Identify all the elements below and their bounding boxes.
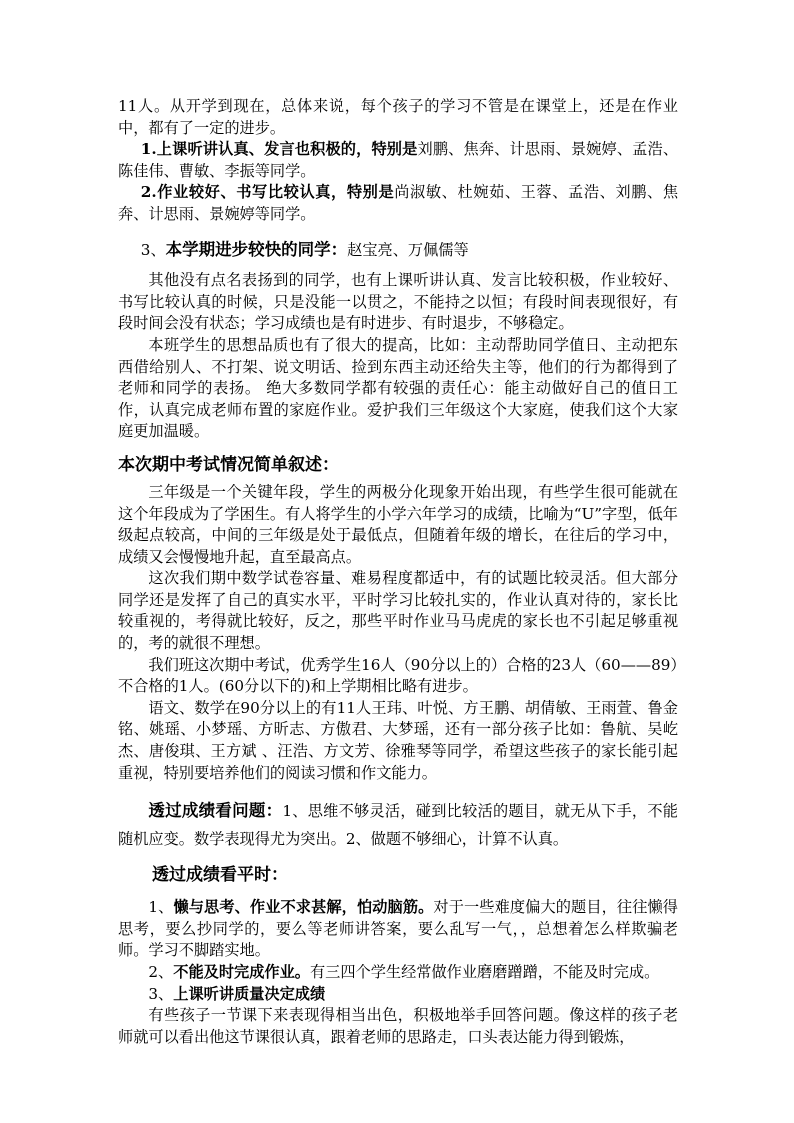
- document-page: [118, 96, 678, 1048]
- listening-quality-lead: 上课听讲质量决定成绩: [173, 984, 326, 1003]
- paragraph-listening-quality: [118, 984, 678, 1006]
- paragraph-other-students: 其他没有点名表扬到的同学，也有上课听讲认真、发言比较积极，作业较好、书写比较认真的时候，只是没能一以贯之，不能持之以恒；有段时间表现很好，有段时间会没有状态；学习成绩也是有时进步、有时退步，不够稳定。: [118, 271, 678, 333]
- paragraph-grade-three: 三年级是一个关键年段，学生的两极分化现象开始出现，有些学生很可能就在这个年段成为了学困生。有人将学生的小学六年学习的成绩，比喻为“U”字型，低年级起点较高，中间的三年级是处于最低点，但随着年级的增长，在往后的学习中，成绩又会慢慢地升起，直至最高点。: [118, 482, 678, 566]
- paragraph-intro: 11人。从开学到现在，总体来说，每个孩子的学习不管是在课堂上，还是在作业中，都有了一定的进步。: [118, 97, 678, 137]
- paragraph-top-students: 语文、数学在90分以上的有11人王玮、叶悦、方王鹏、胡倩敏、王雨萱、鲁金铭、姚瑶、小梦瑶、方昕志、方傲君、大梦瑶，还有一部分孩子比如：鲁航、吴屹杰、唐俊琪、王方斌 、汪浩、方文芳、徐雅琴等同学，希望这些孩子的家长能引起重视，特别要培养他们的阅读习惯和作文能力。: [118, 698, 678, 782]
- late-homework-number: 2、: [148, 963, 174, 981]
- progress-names: 赵宝亮、万佩儒等: [347, 240, 469, 259]
- progress-number: 3、: [140, 240, 166, 259]
- paragraph-class-results: 我们班这次期中考试，优秀学生16人（90分以上的）合格的23人（60——89）不合格的1人。(60分以下的)和上学期相比略有进步。: [118, 655, 678, 696]
- problems-text: 1、思维不够灵活，碰到比较活的题目，就无从下手，不能随机应变。数学表现得尤为突出。2、做题不够细心，计算不认真。: [118, 802, 678, 849]
- paragraph-moral-quality: 本班学生的思想品质也有了很大的提高，比如：主动帮助同学值日、主动把东西借给别人、不打架、说文明话、捡到东西主动还给失主等，他们的行为都得到了老师和同学的表扬。 绝大多数同学都有较强的责任心：能主动做好自己的值日工作，认真完成老师布置的家庭作业。爱护我们三年级这个大家庭，使我们这个大家庭更加温暖。: [118, 335, 678, 441]
- lazy-thinking-number: 1、: [148, 898, 174, 917]
- paragraph-excellent-students: 有些孩子一节课下来表现得相当出色，积极地举手回答问题。像这样的孩子老师就可以看出他这节课很认真，跟着老师的思路走，口头表达能力得到锻炼，: [118, 1006, 678, 1046]
- paragraph-exam-paper: 这次我们期中数学试卷容量、难易程度都适中，有的试题比较灵活。但大部分同学还是发挥了自己的真实水平，平时学习比较扎实的，作业认真对待的，家长比较重视的，考得就比较好，反之，那些平时作业马马虎虎的家长也不引起足够重视的，考的就很不理想。: [118, 569, 678, 653]
- homework-praise-names: 尚淑敏、杜婉茹、王蓉、孟浩、刘鹏、焦奔、计思雨、景婉婷等同学。: [118, 183, 679, 223]
- progress-lead: 本学期进步较快的同学：: [165, 239, 348, 259]
- homework-praise-lead: 2.作业较好、书写比较认真，特别是: [140, 183, 395, 202]
- paragraph-late-homework: [118, 962, 678, 984]
- listening-praise-names: 刘鹏、焦奔、计思雨、景婉婷、孟浩、陈佳伟、曹敏、李振等同学。: [118, 140, 679, 180]
- problems-lead: 透过成绩看问题：: [148, 801, 283, 821]
- late-homework-lead: 不能及时完成作业。: [173, 963, 310, 981]
- heading-daily-habits: 透过成绩看平时：: [152, 865, 288, 886]
- paragraph-problems: [118, 797, 678, 853]
- paragraph-listening-praise: [118, 139, 678, 182]
- lazy-thinking-text: 对于一些难度偏大的题目，往往懒得思考，要么抄同学的，要么等老师讲答案，要么乱写一气，，总想着怎么样欺骗老师。学习不脚踏实地。: [118, 898, 678, 960]
- listening-praise-lead: 1.上课听讲认真、发言也积极的，特别是: [140, 140, 418, 159]
- paragraph-lazy-thinking: [118, 897, 678, 962]
- late-homework-text: 有三四个学生经常做作业磨磨蹭蹭，不能及时完成。: [309, 963, 660, 981]
- paragraph-homework-praise: [118, 182, 678, 225]
- listening-quality-number: 3、: [148, 984, 174, 1003]
- lazy-thinking-lead: 懒与思考、作业不求甚解，怕动脑筋。: [173, 898, 434, 917]
- paragraph-progress-students: [118, 239, 678, 262]
- heading-midterm-summary: 本次期中考试情况简单叙述：: [118, 454, 339, 475]
